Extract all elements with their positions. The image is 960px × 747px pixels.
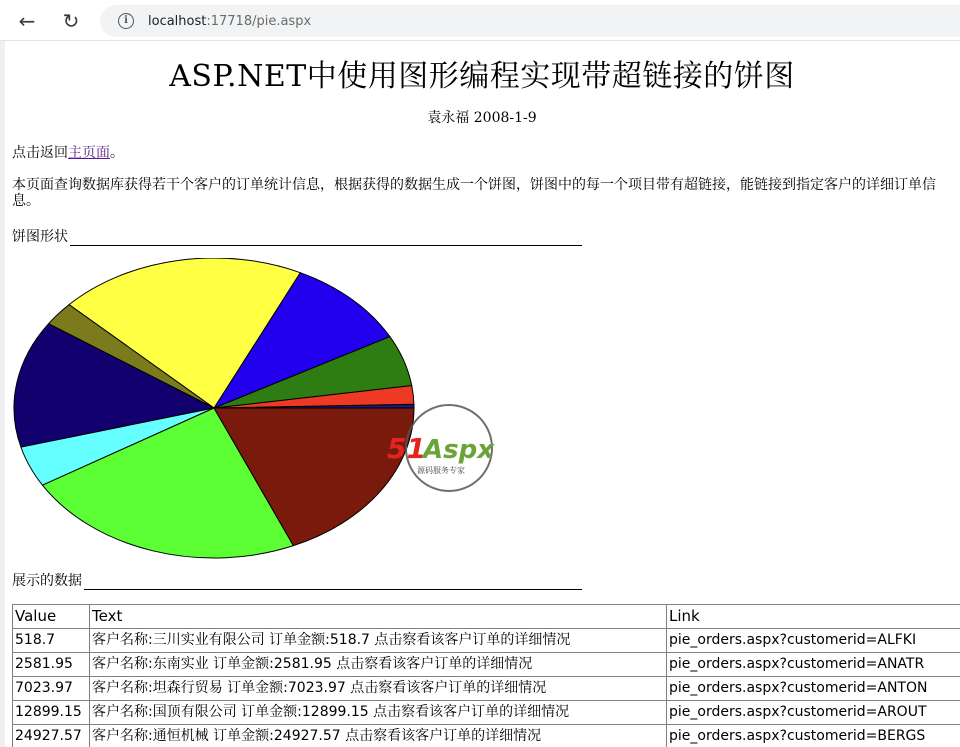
home-page-link[interactable]: 主页面	[68, 145, 110, 161]
back-suffix: 。	[110, 145, 124, 161]
reload-icon[interactable]: ↻	[62, 9, 80, 33]
cell-text: 客户名称:坦森行贸易 订单金额:7023.97 点击察看该客户订单的详细情况	[90, 677, 667, 701]
section-rule	[70, 245, 582, 246]
back-line	[12, 145, 960, 161]
table-row	[13, 677, 960, 701]
table-header-row	[13, 605, 960, 629]
cell-value: 24927.57	[13, 725, 90, 747]
back-arrow-icon[interactable]: ←	[18, 9, 36, 33]
cell-text: 客户名称:通恒机械 订单金额:24927.57 点击察看该客户订单的详细情况	[90, 725, 667, 747]
data-section-heading	[12, 570, 960, 590]
table-row	[13, 701, 960, 725]
table-row	[13, 629, 960, 653]
header-text: Text	[90, 605, 667, 629]
watermark-tagline: 源码服务专家	[417, 466, 465, 475]
header-value: Value	[13, 605, 90, 629]
pie-section-heading	[12, 226, 960, 246]
data-table	[12, 604, 960, 747]
page-description: 本页面查询数据库获得若干个客户的订单统计信息，根据获得的数据生成一个饼图，饼图中的每一个项目带有超链接，能链接到指定客户的详细订单信息。	[12, 177, 936, 209]
cell-value: 12899.15	[13, 701, 90, 725]
watermark-logo	[387, 403, 527, 503]
cell-link: pie_orders.aspx?customerid=BERGS	[667, 725, 960, 747]
url-path: :17718/pie.aspx	[206, 13, 312, 29]
cell-value: 7023.97	[13, 677, 90, 701]
cell-link: pie_orders.aspx?customerid=AROUT	[667, 701, 960, 725]
pie-chart	[12, 258, 417, 560]
table-row	[13, 725, 960, 747]
watermark-brand-51: 51	[387, 432, 426, 465]
data-section-label: 展示的数据	[12, 573, 82, 589]
address-bar[interactable]	[100, 5, 960, 37]
watermark-brand-aspx: Aspx	[423, 435, 494, 465]
pie-chart-area	[12, 258, 522, 568]
back-prefix: 点击返回	[12, 145, 68, 161]
section-rule	[84, 589, 582, 590]
pie-section-label: 饼图形状	[12, 229, 68, 245]
cell-link: pie_orders.aspx?customerid=ANTON	[667, 677, 960, 701]
cell-link: pie_orders.aspx?customerid=ALFKI	[667, 629, 960, 653]
cell-value: 2581.95	[13, 653, 90, 677]
table-row	[13, 653, 960, 677]
header-link: Link	[667, 605, 960, 629]
page-content	[0, 41, 960, 747]
url-host: localhost	[148, 13, 207, 29]
browser-toolbar	[0, 0, 960, 41]
cell-text: 客户名称:东南实业 订单金额:2581.95 点击察看该客户订单的详细情况	[90, 653, 667, 677]
author-byline: 袁永福 2008-1-9	[427, 110, 537, 126]
site-info-icon[interactable]: i	[118, 13, 134, 29]
page-title: ASP.NET中使用图形编程实现带超链接的饼图	[169, 59, 795, 94]
cell-text: 客户名称:三川实业有限公司 订单金额:518.7 点击察看该客户订单的详细情况	[90, 629, 667, 653]
cell-link: pie_orders.aspx?customerid=ANATR	[667, 653, 960, 677]
cell-value: 518.7	[13, 629, 90, 653]
cell-text: 客户名称:国顶有限公司 订单金额:12899.15 点击察看该客户订单的详细情况	[90, 701, 667, 725]
